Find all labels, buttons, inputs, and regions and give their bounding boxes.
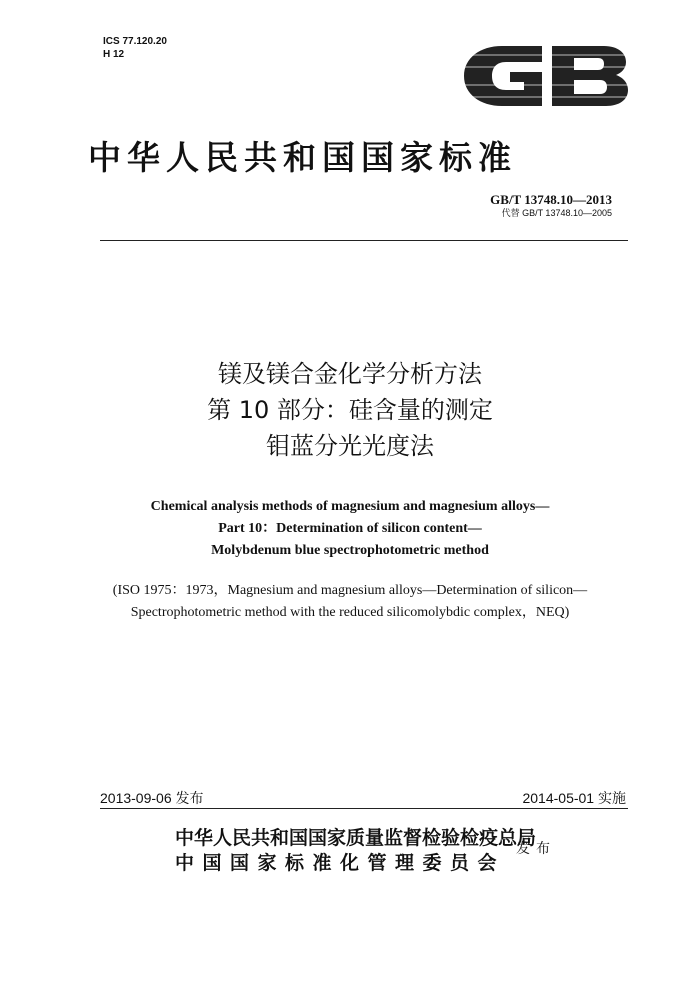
- iso-reference: [0, 580, 700, 624]
- replaces-standard: 代替 GB/T 13748.10—2005: [501, 208, 612, 218]
- ics-code: ICS 77.120.20: [103, 36, 167, 47]
- classification-codes: [103, 35, 167, 61]
- issuer-line-1: 中华人民共和国国家质量监督检验检疫总局: [175, 827, 537, 849]
- iso-reference-line-1: (ISO 1975：1973，Magnesium and magnesium alloys—Determination of silicon—: [112, 583, 588, 598]
- chinese-title-line-1: 镁及镁合金化学分析方法: [218, 360, 482, 388]
- english-title-line-3: Molybdenum blue spectrophotometric method: [211, 543, 489, 558]
- issue-word: 发布: [516, 841, 556, 857]
- ccs-code: H 12: [103, 49, 125, 60]
- english-title-line-2: Part 10：Determination of silicon content—: [218, 521, 482, 536]
- standard-number: GB/T 13748.10—2013: [490, 192, 612, 207]
- issue-date: 2013-09-06 发布: [100, 790, 204, 806]
- top-divider: [100, 240, 628, 241]
- chinese-title: [0, 356, 700, 464]
- issuer-line-2: 中国国家标准化管理委员会: [175, 852, 506, 874]
- english-title-line-1: Chemical analysis methods of magnesium and magnesium alloys—: [150, 499, 550, 514]
- iso-reference-line-2: Spectrophotometric method with the reduced silicomolybdic complex，NEQ): [130, 605, 570, 620]
- chinese-title-line-3: 钼蓝分光光度法: [266, 432, 434, 460]
- bottom-divider: [100, 808, 628, 809]
- chinese-title-line-2: 第 10 部分：硅含量的测定: [207, 396, 493, 424]
- implementation-date: 2014-05-01 实施: [522, 790, 626, 806]
- issuing-authorities: [175, 826, 536, 876]
- english-title: [0, 496, 700, 562]
- gb-logo: [462, 46, 628, 106]
- national-standard-title: 中华人民共和国国家标准: [88, 138, 517, 177]
